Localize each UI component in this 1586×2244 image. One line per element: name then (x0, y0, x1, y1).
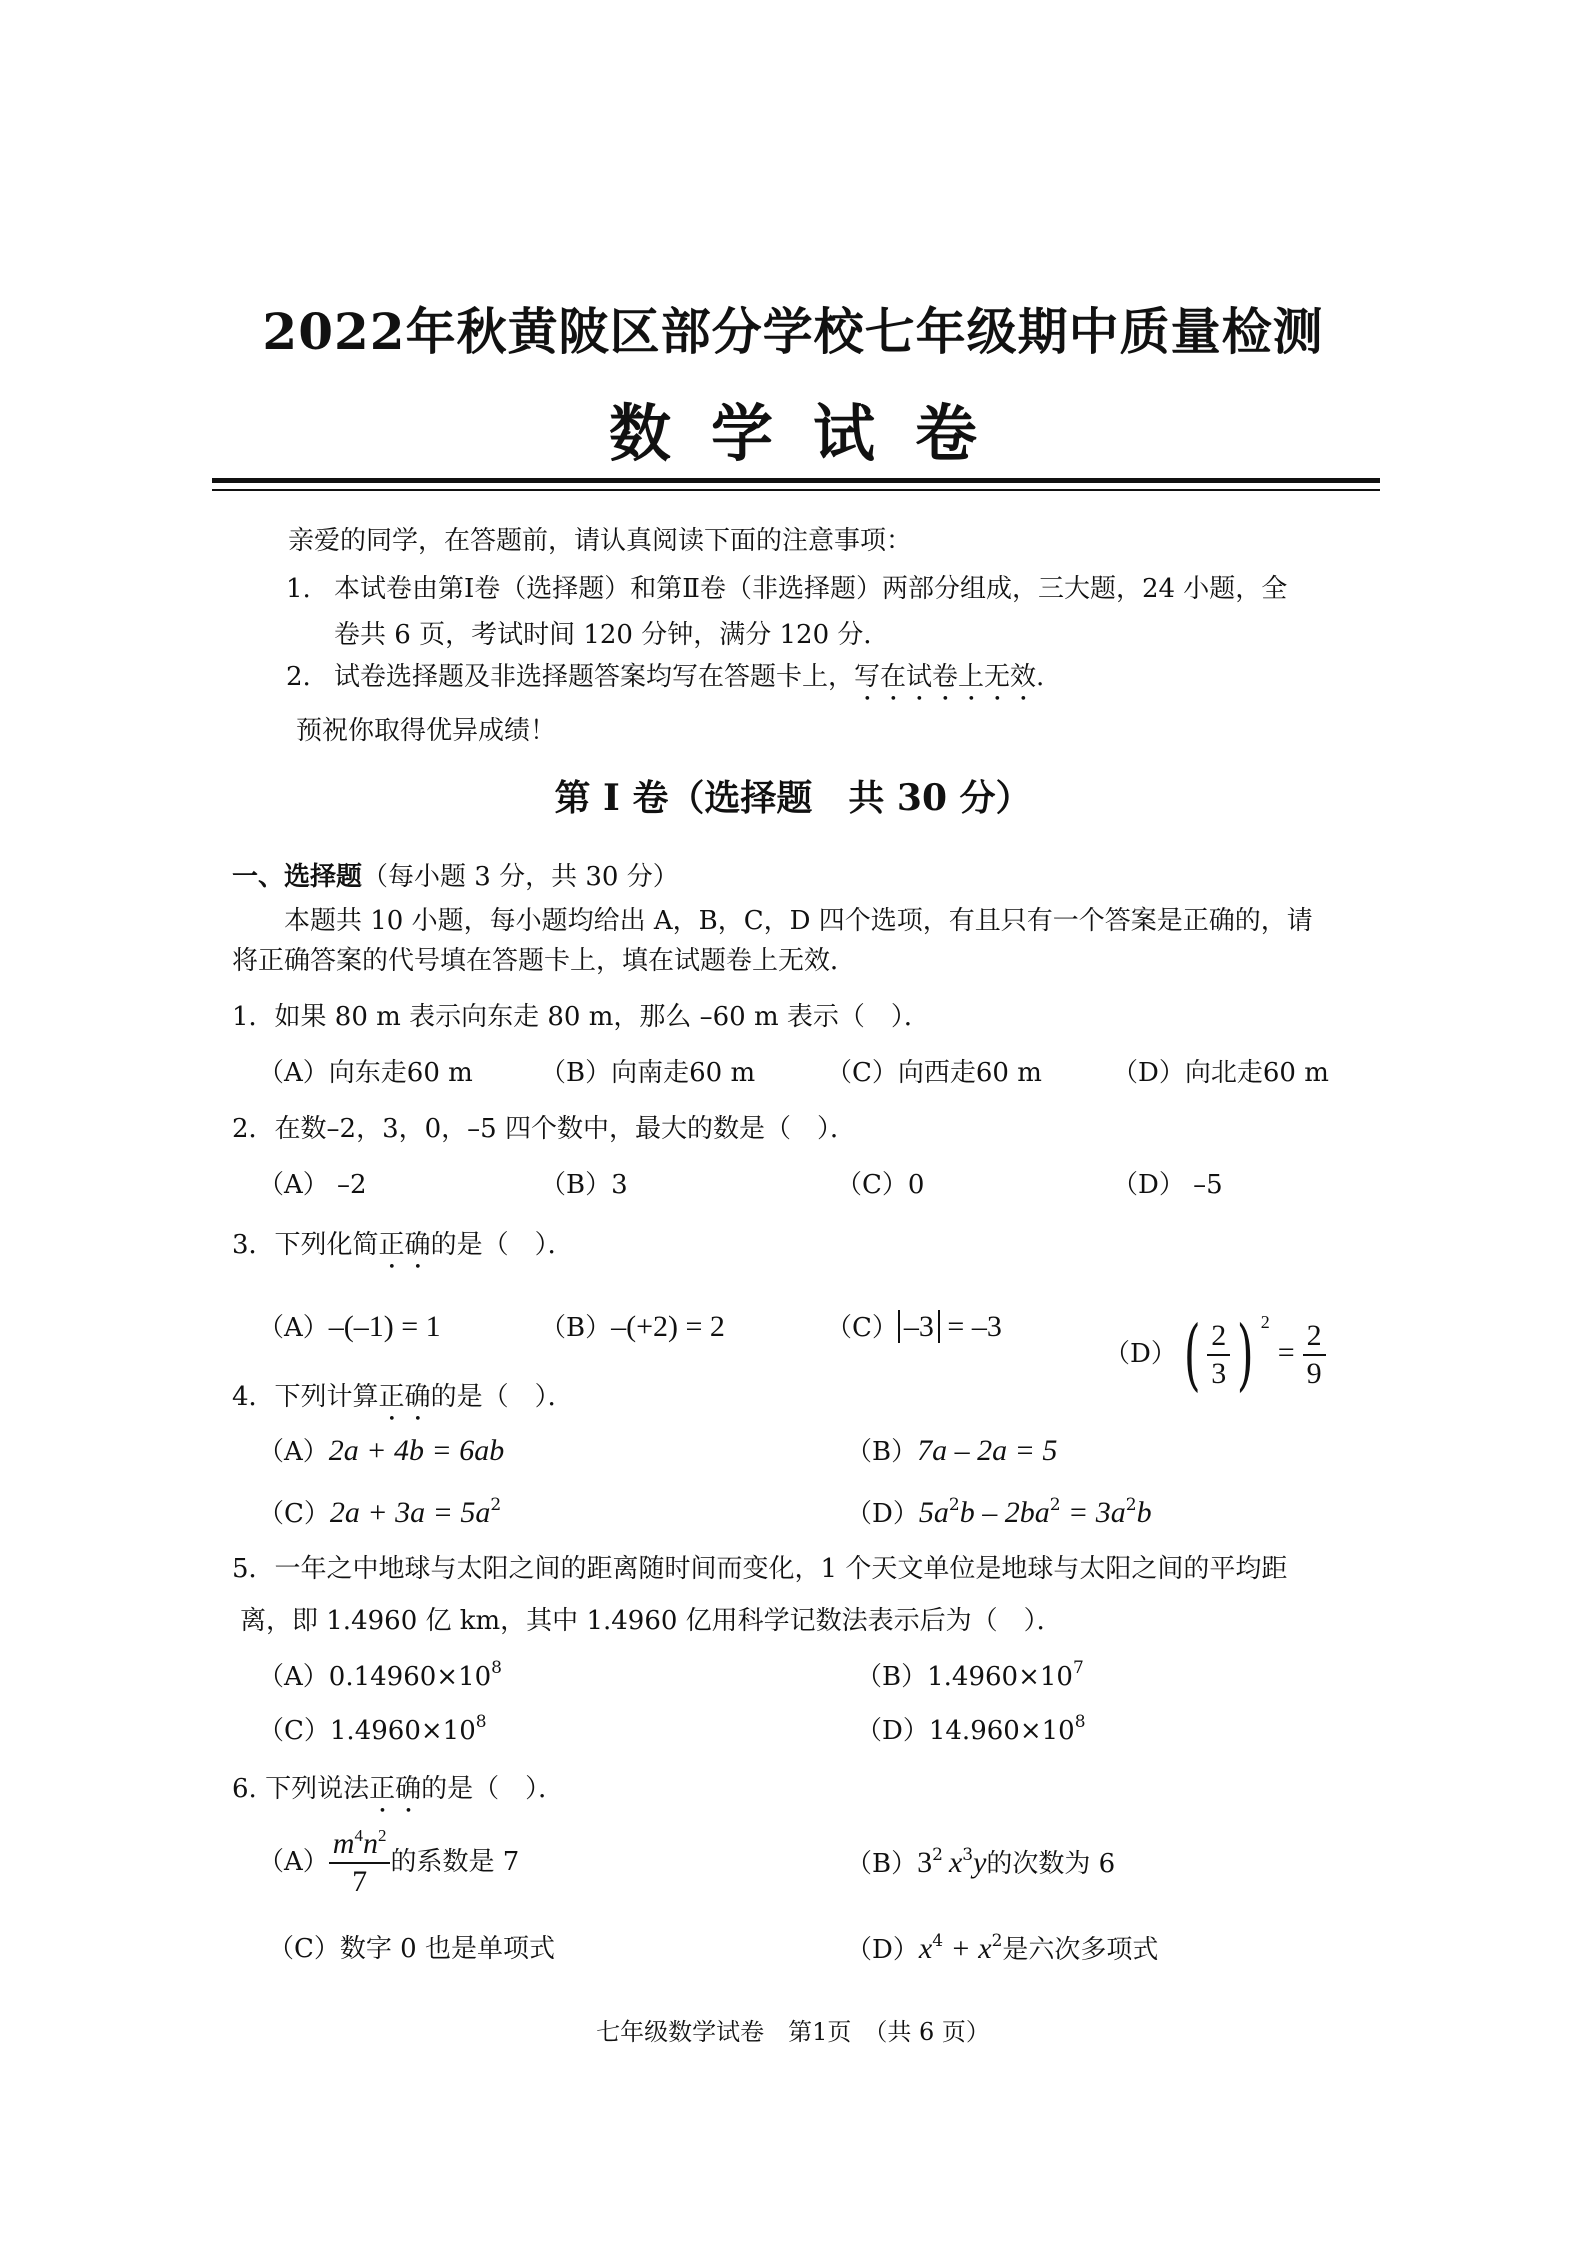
q6-b-x: x (948, 1846, 963, 1879)
q6-d-text: 是六次多项式 (1002, 1935, 1159, 1965)
q6-option-b (846, 1846, 1115, 1881)
notice-item2-text: 试卷选择题及非选择题答案均写在答题卡上， (334, 662, 855, 692)
q6-d-exp2: 2 (991, 1931, 1003, 1951)
notice-item2 (334, 660, 1044, 707)
q6-b-base-exponent: 2 (932, 1845, 943, 1865)
notice-item2-emphasis: 写在试卷上无效 (854, 662, 1037, 692)
q5-option-a (258, 1660, 502, 1694)
notice-item1-number: 1. (286, 574, 311, 604)
q3-d-result-numerator: 2 (1303, 1318, 1326, 1356)
q6-d-label: （D） (846, 1935, 919, 1965)
q3-d-result-fraction (1303, 1318, 1326, 1392)
q3-c-result: = –3 (939, 1310, 1002, 1343)
q5-b-text: （B）1.4960×10 (856, 1662, 1073, 1692)
q4-d-term4: b (1136, 1496, 1152, 1529)
q1-option-d: （D）向北走60 m (1112, 1058, 1329, 1088)
q5-d-exponent: 8 (1074, 1712, 1086, 1732)
q5-option-b (856, 1660, 1084, 1694)
q4-stem-end: 的是（ ）． (430, 1382, 574, 1412)
q4-d-term1: 5a (918, 1496, 949, 1529)
notice-greeting: 亲爱的同学，在答题前，请认真阅读下面的注意事项： (288, 526, 913, 556)
q4-d-exp2: 2 (1049, 1495, 1061, 1515)
q3-b-label: （B） (540, 1313, 612, 1343)
q4-option-b (846, 1434, 1057, 1469)
q3-stem-text: 3．下列化简 (232, 1230, 379, 1260)
q6-a-n-exponent: 2 (377, 1826, 387, 1845)
q3-a-label: （A） (258, 1313, 329, 1343)
q4-option-c (258, 1496, 501, 1531)
q5-a-exponent: 8 (491, 1658, 502, 1678)
q3-b-expression: –(+2) = 2 (611, 1310, 725, 1343)
q1-option-c: （C）向西走60 m (826, 1058, 1042, 1088)
q3-option-c (826, 1310, 1002, 1345)
q3-c-label: （C） (826, 1313, 898, 1343)
q4-b-label: （B） (846, 1437, 918, 1467)
q6-a-m: m (332, 1827, 355, 1860)
q6-option-c: （C）数字 0 也是单项式 (268, 1934, 555, 1964)
part-title: 一、选择题 (232, 862, 363, 892)
q4-stem (232, 1380, 574, 1427)
notice-item2-number: 2. (286, 662, 311, 692)
q4-b-expression: 7a – 2a = 5 (917, 1434, 1058, 1467)
q6-a-n: n (362, 1827, 378, 1860)
notice-item2-end: . (1036, 662, 1045, 692)
q4-option-a (258, 1434, 504, 1469)
q6-stem-emphasis: 正确 (369, 1774, 422, 1804)
q6-a-label: （A） (258, 1847, 329, 1877)
q4-c-exponent: 2 (490, 1495, 502, 1515)
q3-d-exponent: 2 (1260, 1312, 1270, 1332)
q5-option-c (258, 1714, 487, 1748)
q3-d-equals: = (1277, 1336, 1295, 1369)
q4-d-term3: = 3a (1060, 1496, 1126, 1529)
q3-c-absolute-value: –3 (898, 1310, 940, 1343)
q3-d-numerator: 2 (1207, 1318, 1230, 1356)
q2-stem: 2．在数–2，3，0，–5 四个数中，最大的数是（ ）． (232, 1114, 856, 1144)
q5-a-text: （A）0.14960×10 (258, 1662, 492, 1692)
q6-a-numerator (329, 1826, 391, 1864)
q6-b-base: 3 (917, 1846, 933, 1879)
q4-a-expression: 2a + 4b = 6ab (328, 1434, 505, 1467)
page-footer: 七年级数学试卷 第1页 （共 6 页） (596, 2018, 990, 2046)
q4-c-expression: 2a + 3a = 5a (329, 1496, 491, 1529)
q3-d-denominator: 3 (1211, 1357, 1227, 1390)
q6-a-m-exponent: 4 (354, 1826, 363, 1845)
q3-option-a (258, 1310, 441, 1345)
q6-d-plus-x: + x (943, 1932, 992, 1965)
part-note: （每小题 3 分，共 30 分） (362, 862, 679, 892)
q6-stem-end: 的是（ ）． (421, 1774, 565, 1804)
q6-b-y: y (973, 1846, 987, 1879)
instruction-line1: 本题共 10 小题，每小题均给出 A，B，C，D 四个选项，有且只有一个答案是正确的，请 (284, 906, 1313, 936)
q6-a-fraction (329, 1826, 391, 1900)
q3-a-expression: –(–1) = 1 (328, 1310, 441, 1343)
q4-d-label: （D） (846, 1499, 919, 1529)
q6-stem-text: 6. 下列说法 (232, 1774, 370, 1804)
subject-title: 数学试卷 (608, 397, 1017, 470)
q3-d-result-denominator: 9 (1306, 1357, 1322, 1390)
q6-d-exp1: 4 (932, 1931, 944, 1951)
q4-option-d (846, 1496, 1152, 1531)
q6-a-text: 的系数是 7 (390, 1847, 520, 1877)
q3-d-fraction (1207, 1318, 1230, 1392)
q1-option-a: （A）向东走60 m (258, 1058, 473, 1088)
q6-d-x: x (918, 1932, 933, 1965)
q3-d-right-paren: ) (1237, 1310, 1254, 1400)
q6-stem (232, 1772, 564, 1819)
q6-b-label: （B） (846, 1849, 918, 1879)
q1-stem: 1．如果 80 m 表示向东走 80 m，那么 –60 m 表示（ ）． (232, 1002, 930, 1032)
notice-item1-line2: 卷共 6 页，考试时间 120 分钟，满分 120 分． (334, 620, 890, 650)
q5-option-d (856, 1714, 1086, 1748)
q4-stem-emphasis: 正确 (378, 1382, 431, 1412)
q5-b-exponent: 7 (1072, 1658, 1084, 1678)
header-rule-thick (212, 478, 1380, 483)
q5-c-text: （C）1.4960×10 (258, 1716, 476, 1746)
q3-d-label: （D） (1104, 1339, 1177, 1369)
q3-d-left-paren: ( (1183, 1310, 1201, 1400)
q6-option-a (258, 1822, 519, 1902)
q3-stem-end: 的是（ ）． (430, 1230, 574, 1260)
q2-option-d: （D） –5 (1112, 1170, 1223, 1200)
q2-option-c: （C）0 (836, 1170, 925, 1200)
q3-stem-emphasis: 正确 (378, 1230, 431, 1260)
q3-option-b (540, 1310, 725, 1345)
q3-stem (232, 1228, 574, 1275)
q5-c-exponent: 8 (475, 1712, 487, 1732)
q4-a-label: （A） (258, 1437, 329, 1467)
section-heading: 第 I 卷（选择题 共 30 分） (554, 777, 1032, 819)
q6-b-text: 的次数为 6 (986, 1849, 1116, 1879)
q5-d-text: （D）14.960×10 (856, 1716, 1075, 1746)
q6-option-d (846, 1932, 1158, 1967)
header-rule-thin (212, 489, 1380, 491)
q2-option-b: （B）3 (540, 1170, 628, 1200)
instruction-line2: 将正确答案的代号填在答题卡上，填在试题卷上无效． (232, 946, 857, 976)
q5-stem-line2: 离，即 1.4960 亿 km，其中 1.4960 亿用科学记数法表示后为（ ）． (240, 1606, 1063, 1636)
part-title-line (232, 860, 679, 894)
q5-stem-line1: 5．一年之中地球与太阳之间的距离随时间而变化，1 个天文单位是地球与太阳之间的平均距 (232, 1554, 1288, 1584)
q4-d-term2: b – 2ba (959, 1496, 1050, 1529)
q6-a-denominator: 7 (352, 1865, 368, 1898)
notice-item1-line1: 本试卷由第Ⅰ卷（选择题）和第Ⅱ卷（非选择题）两部分组成，三大题，24 小题，全 (334, 574, 1288, 604)
q3-option-d (1104, 1282, 1326, 1400)
q2-option-a: （A） –2 (258, 1170, 367, 1200)
q4-d-exp3: 2 (1125, 1495, 1137, 1515)
q4-d-exp1: 2 (948, 1495, 960, 1515)
q6-b-x-exponent: 3 (962, 1845, 974, 1865)
exam-title: 2022年秋黄陂区部分学校七年级期中质量检测 (262, 302, 1324, 361)
q4-stem-text: 4．下列计算 (232, 1382, 379, 1412)
notice-wish: 预祝你取得优异成绩！ (296, 716, 557, 746)
q4-c-label: （C） (258, 1499, 330, 1529)
q1-option-b: （B）向南走60 m (540, 1058, 756, 1088)
